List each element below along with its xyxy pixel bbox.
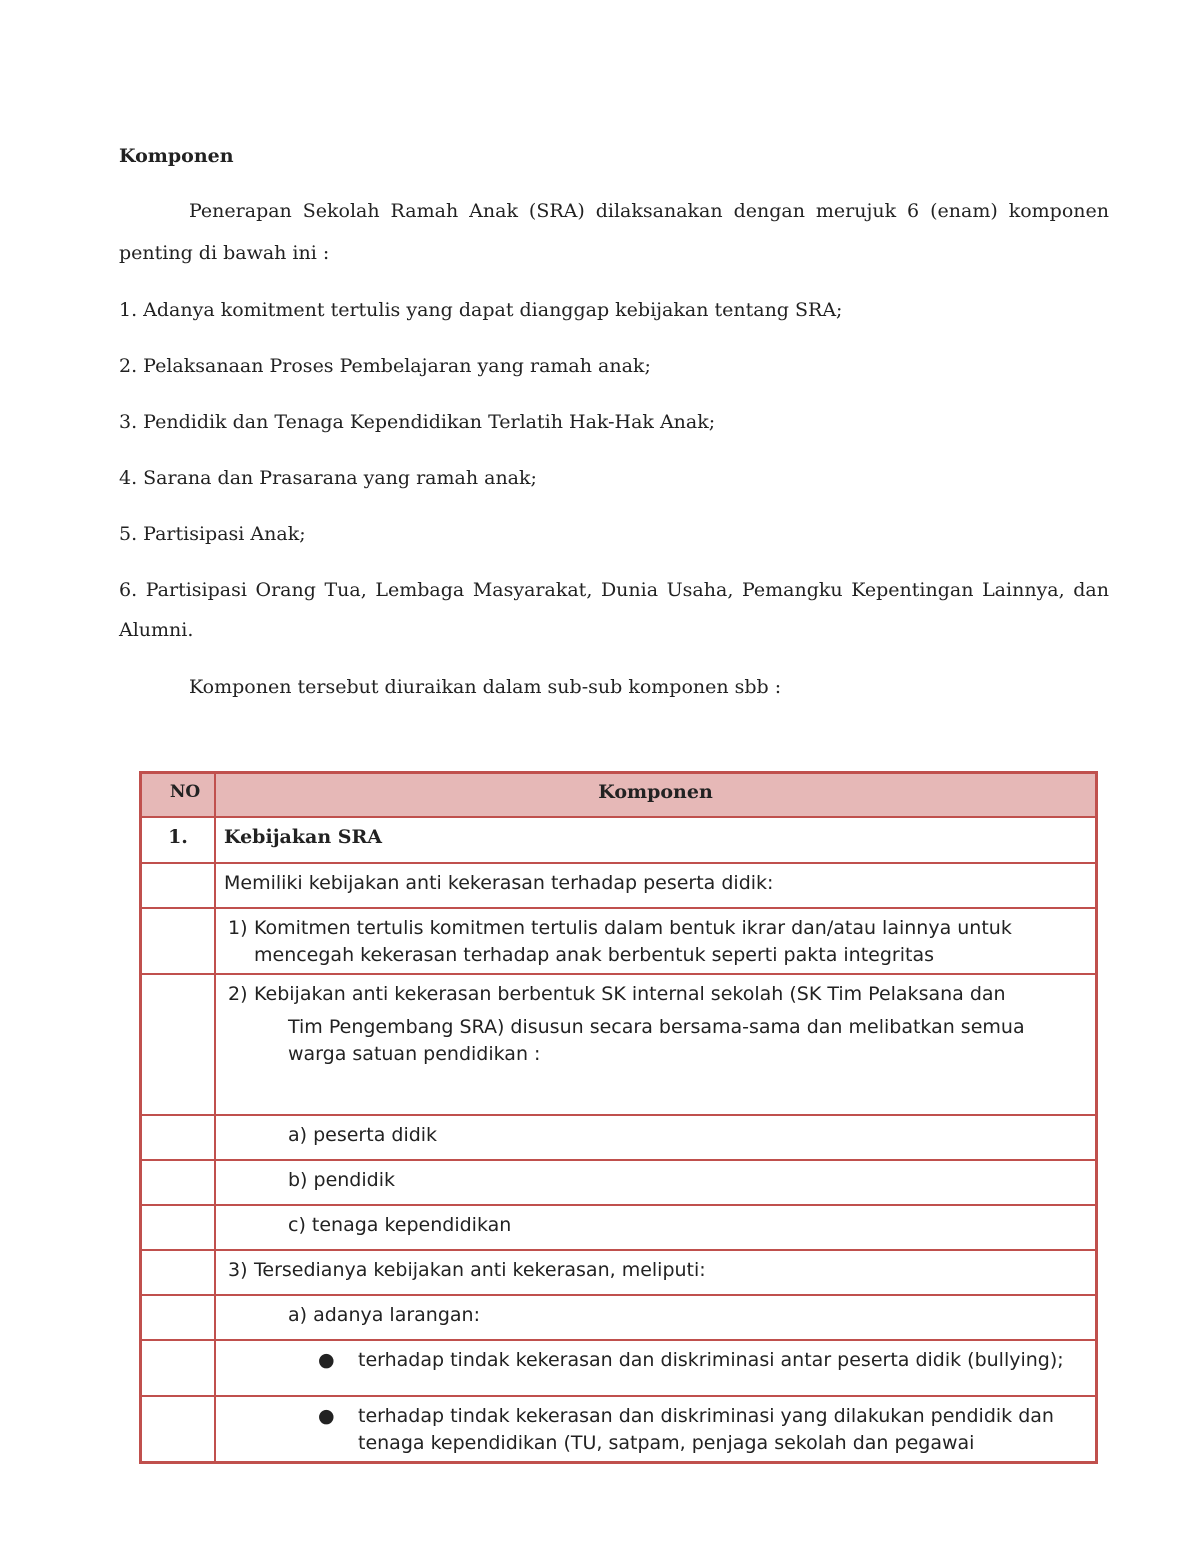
- table-row: [141, 1295, 1097, 1340]
- list-item-6: 6. Partisipasi Orang Tua, Lembaga Masyarakat, Dunia Usaha, Pemangku Kepentingan Lainnya, dan Alumni.: [119, 579, 1109, 641]
- row-number: 1.: [168, 826, 188, 848]
- table-row: [141, 974, 1097, 1115]
- row-text: Memiliki kebijakan anti kekerasan terhadap peserta didik:: [224, 872, 774, 894]
- row-text: a) adanya larangan:: [288, 1304, 480, 1326]
- component-title: Kebijakan SRA: [224, 826, 383, 848]
- header-komponen: Komponen: [215, 773, 1097, 818]
- header-no: NO: [141, 773, 216, 818]
- row-text: terhadap tindak kekerasan dan diskriminasi yang dilakukan pendidik dan tenaga kependidikan (TU, satpam, penjaga sekolah dan pegawai: [358, 1405, 1054, 1454]
- table-row: [141, 1396, 1097, 1463]
- table-row: [141, 1340, 1097, 1396]
- intro-paragraph: [119, 190, 1109, 274]
- table-header-row: [141, 773, 1097, 818]
- list-item-4: 4. Sarana dan Prasarana yang ramah anak;: [119, 467, 537, 489]
- bullet-icon: ●: [318, 1349, 335, 1371]
- section-heading: Komponen: [119, 145, 234, 167]
- table-row: [141, 1115, 1097, 1160]
- row-text: Komitmen tertulis komitmen tertulis dalam bentuk ikrar dan/atau lainnya untuk mencegah kekerasan terhadap anak berbentuk seperti pakta integritas: [254, 917, 1012, 966]
- item-number: 2): [228, 983, 248, 1005]
- table-row: [141, 1250, 1097, 1295]
- row-text: Kebijakan anti kekerasan berbentuk SK internal sekolah (SK Tim Pelaksana dan: [254, 983, 1006, 1005]
- row-text: Tim Pengembang SRA) disusun secara bersama-sama dan melibatkan semua warga satuan pendidikan :: [288, 1016, 1025, 1065]
- row-text: Tersedianya kebijakan anti kekerasan, meliputi:: [254, 1259, 706, 1281]
- table-row: [141, 863, 1097, 908]
- table-row: [141, 908, 1097, 974]
- outro-text: Komponen tersebut diuraikan dalam sub-sub komponen sbb :: [189, 676, 782, 698]
- bullet-icon: ●: [318, 1405, 335, 1427]
- list-item-2: 2. Pelaksanaan Proses Pembelajaran yang ramah anak;: [119, 355, 651, 377]
- row-text: c) tenaga kependidikan: [288, 1214, 512, 1236]
- row-text: a) peserta didik: [288, 1124, 438, 1146]
- list-item-1: 1. Adanya komitment tertulis yang dapat dianggap kebijakan tentang SRA;: [119, 299, 843, 321]
- table-row: [141, 1205, 1097, 1250]
- row-text: b) pendidik: [288, 1169, 395, 1191]
- components-table: [139, 771, 1098, 1464]
- item-number: 1): [228, 917, 248, 939]
- intro-text: Penerapan Sekolah Ramah Anak (SRA) dilaksanakan dengan merujuk 6 (enam) komponen penting di bawah ini :: [119, 200, 1109, 264]
- list-item-3: 3. Pendidik dan Tenaga Kependidikan Terlatih Hak-Hak Anak;: [119, 411, 716, 433]
- outro-paragraph: [119, 666, 1109, 708]
- table-row: [141, 817, 1097, 863]
- row-text: terhadap tindak kekerasan dan diskriminasi antar peserta didik (bullying);: [358, 1349, 1064, 1371]
- item-number: 3): [228, 1259, 248, 1281]
- table-row: [141, 1160, 1097, 1205]
- list-item-5: 5. Partisipasi Anak;: [119, 523, 306, 545]
